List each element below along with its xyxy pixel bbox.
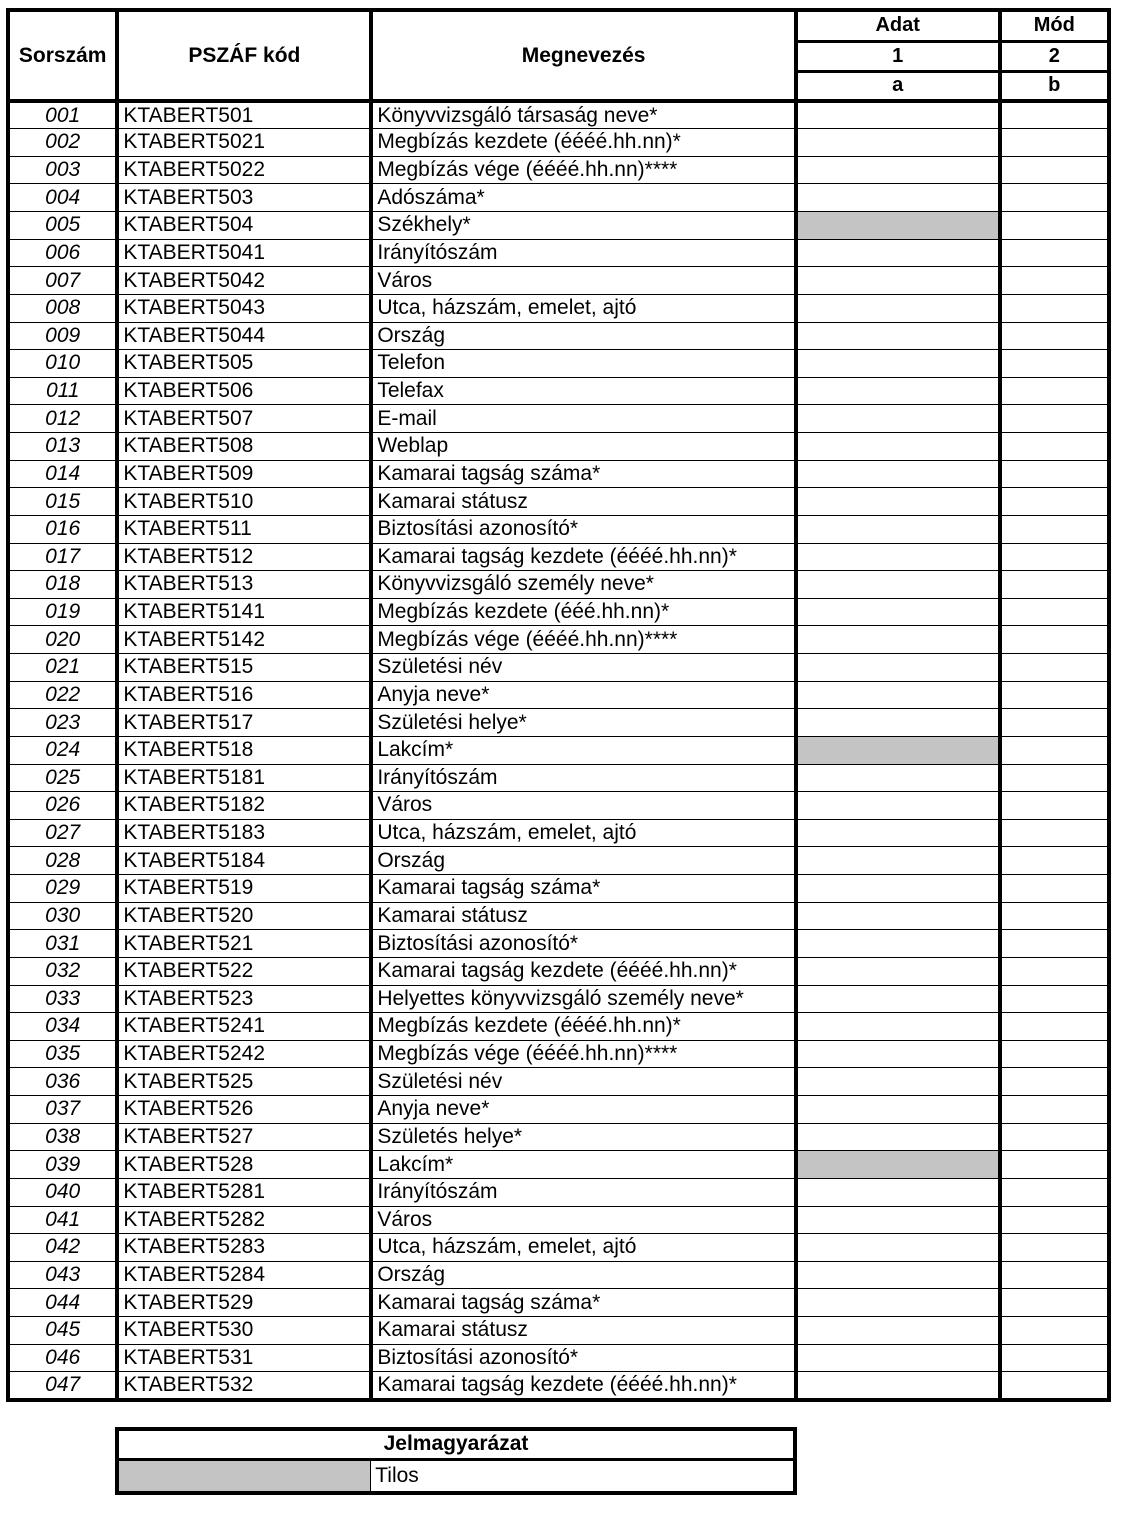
data-table xyxy=(6,8,1111,1402)
row-number: 024 xyxy=(8,736,117,764)
row-name: Irányítószám xyxy=(371,764,796,792)
table-row xyxy=(8,350,1109,378)
row-name: Biztosítási azonosító* xyxy=(371,930,796,958)
row-number: 001 xyxy=(8,101,117,129)
table-row xyxy=(8,322,1109,350)
mod-value-cell[interactable] xyxy=(1000,1344,1109,1372)
adat-value-cell[interactable] xyxy=(796,764,1000,792)
row-name: Kamarai tagság száma* xyxy=(371,1289,796,1317)
row-number: 035 xyxy=(8,1040,117,1068)
mod-value-cell[interactable] xyxy=(1000,101,1109,129)
row-number: 011 xyxy=(8,377,117,405)
adat-value-cell[interactable] xyxy=(796,1261,1000,1289)
row-name: Telefon xyxy=(371,350,796,378)
row-number: 022 xyxy=(8,681,117,709)
table-row xyxy=(8,1372,1109,1400)
adat-value-cell[interactable] xyxy=(796,184,1000,212)
adat-value-cell[interactable] xyxy=(796,847,1000,875)
table-row xyxy=(8,875,1109,903)
row-code: KTABERT520 xyxy=(117,902,371,930)
table-row xyxy=(8,1068,1109,1096)
row-number: 017 xyxy=(8,543,117,571)
mod-value-cell[interactable] xyxy=(1000,515,1109,543)
row-name: Lakcím* xyxy=(371,1151,796,1179)
header-adat-letter: a xyxy=(796,71,1000,101)
adat-value-cell[interactable] xyxy=(796,985,1000,1013)
adat-value-cell[interactable] xyxy=(796,875,1000,903)
row-code: KTABERT5021 xyxy=(117,129,371,157)
table-row xyxy=(8,267,1109,295)
table-row xyxy=(8,985,1109,1013)
mod-value-cell[interactable] xyxy=(1000,736,1109,764)
row-number: 012 xyxy=(8,405,117,433)
table-row xyxy=(8,571,1109,599)
row-code: KTABERT515 xyxy=(117,654,371,682)
row-code: KTABERT501 xyxy=(117,101,371,129)
row-name: Biztosítási azonosító* xyxy=(371,1344,796,1372)
table-row xyxy=(8,847,1109,875)
row-code: KTABERT5022 xyxy=(117,156,371,184)
row-name: Anyja neve* xyxy=(371,681,796,709)
mod-value-cell[interactable] xyxy=(1000,184,1109,212)
table-row xyxy=(8,736,1109,764)
row-code: KTABERT5042 xyxy=(117,267,371,295)
row-name: Kamarai tagság száma* xyxy=(371,460,796,488)
row-name: Ország xyxy=(371,847,796,875)
table-row xyxy=(8,488,1109,516)
row-code: KTABERT5283 xyxy=(117,1234,371,1262)
row-name: Ország xyxy=(371,322,796,350)
adat-value-cell[interactable] xyxy=(796,1234,1000,1262)
row-number: 009 xyxy=(8,322,117,350)
mod-value-cell[interactable] xyxy=(1000,764,1109,792)
row-name: Város xyxy=(371,792,796,820)
header-mod-number: 2 xyxy=(1000,41,1109,71)
row-code: KTABERT5044 xyxy=(117,322,371,350)
header-mod: Mód xyxy=(1000,10,1109,41)
mod-value-cell[interactable] xyxy=(1000,1317,1109,1345)
adat-value-cell[interactable] xyxy=(796,626,1000,654)
row-code: KTABERT522 xyxy=(117,957,371,985)
adat-value-cell[interactable] xyxy=(796,957,1000,985)
row-code: KTABERT527 xyxy=(117,1123,371,1151)
adat-value-cell[interactable] xyxy=(796,1123,1000,1151)
row-number: 047 xyxy=(8,1372,117,1400)
row-number: 040 xyxy=(8,1178,117,1206)
row-name: Utca, házszám, emelet, ajtó xyxy=(371,294,796,322)
adat-value-cell[interactable] xyxy=(796,902,1000,930)
mod-value-cell[interactable] xyxy=(1000,1206,1109,1234)
adat-value-cell[interactable] xyxy=(796,1317,1000,1345)
row-code: KTABERT5041 xyxy=(117,239,371,267)
adat-value-cell[interactable] xyxy=(796,543,1000,571)
row-code: KTABERT521 xyxy=(117,930,371,958)
table-row xyxy=(8,1151,1109,1179)
adat-value-cell[interactable] xyxy=(796,405,1000,433)
adat-value-cell[interactable] xyxy=(796,709,1000,737)
row-code: KTABERT5181 xyxy=(117,764,371,792)
table-row xyxy=(8,515,1109,543)
legend-title: Jelmagyarázat xyxy=(117,1429,795,1459)
adat-value-cell[interactable] xyxy=(796,1013,1000,1041)
row-name: Anyja neve* xyxy=(371,1096,796,1124)
row-code: KTABERT529 xyxy=(117,1289,371,1317)
table-row xyxy=(8,1178,1109,1206)
row-number: 030 xyxy=(8,902,117,930)
adat-value-cell xyxy=(796,736,1000,764)
row-code: KTABERT523 xyxy=(117,985,371,1013)
table-row xyxy=(8,101,1109,129)
row-code: KTABERT503 xyxy=(117,184,371,212)
row-name: Megbízás vége (éééé.hh.nn)**** xyxy=(371,626,796,654)
mod-value-cell[interactable] xyxy=(1000,571,1109,599)
row-code: KTABERT518 xyxy=(117,736,371,764)
adat-value-cell xyxy=(796,212,1000,240)
adat-value-cell xyxy=(796,1151,1000,1179)
mod-value-cell[interactable] xyxy=(1000,1289,1109,1317)
table-row xyxy=(8,681,1109,709)
row-code: KTABERT519 xyxy=(117,875,371,903)
row-number: 044 xyxy=(8,1289,117,1317)
row-number: 033 xyxy=(8,985,117,1013)
mod-value-cell[interactable] xyxy=(1000,156,1109,184)
mod-value-cell[interactable] xyxy=(1000,267,1109,295)
row-name: Könyvvizsgáló személy neve* xyxy=(371,571,796,599)
table-row xyxy=(8,1261,1109,1289)
table-row xyxy=(8,129,1109,157)
adat-value-cell[interactable] xyxy=(796,681,1000,709)
adat-value-cell[interactable] xyxy=(796,433,1000,461)
row-number: 010 xyxy=(8,350,117,378)
row-number: 003 xyxy=(8,156,117,184)
row-name: Születési név xyxy=(371,654,796,682)
table-row xyxy=(8,433,1109,461)
row-name: Utca, házszám, emelet, ajtó xyxy=(371,1234,796,1262)
table-row xyxy=(8,239,1109,267)
row-number: 014 xyxy=(8,460,117,488)
row-code: KTABERT5184 xyxy=(117,847,371,875)
row-name: Megbízás vége (éééé.hh.nn)**** xyxy=(371,1040,796,1068)
table-row xyxy=(8,902,1109,930)
row-code: KTABERT516 xyxy=(117,681,371,709)
row-code: KTABERT526 xyxy=(117,1096,371,1124)
row-code: KTABERT511 xyxy=(117,515,371,543)
header-megnevezes: Megnevezés xyxy=(371,10,796,101)
mod-value-cell[interactable] xyxy=(1000,1096,1109,1124)
table-row xyxy=(8,1317,1109,1345)
adat-value-cell[interactable] xyxy=(796,377,1000,405)
row-number: 038 xyxy=(8,1123,117,1151)
mod-value-cell[interactable] xyxy=(1000,129,1109,157)
table-row xyxy=(8,654,1109,682)
row-number: 039 xyxy=(8,1151,117,1179)
table-row xyxy=(8,377,1109,405)
row-name: Irányítószám xyxy=(371,1178,796,1206)
row-code: KTABERT530 xyxy=(117,1317,371,1345)
row-number: 032 xyxy=(8,957,117,985)
table-row xyxy=(8,212,1109,240)
row-code: KTABERT5284 xyxy=(117,1261,371,1289)
mod-value-cell[interactable] xyxy=(1000,985,1109,1013)
row-code: KTABERT5241 xyxy=(117,1013,371,1041)
mod-value-cell[interactable] xyxy=(1000,433,1109,461)
mod-value-cell[interactable] xyxy=(1000,239,1109,267)
adat-value-cell[interactable] xyxy=(796,322,1000,350)
row-name: Kamarai tagság kezdete (éééé.hh.nn)* xyxy=(371,957,796,985)
mod-value-cell[interactable] xyxy=(1000,543,1109,571)
row-number: 021 xyxy=(8,654,117,682)
legend-table xyxy=(115,1427,797,1495)
row-code: KTABERT532 xyxy=(117,1372,371,1400)
table-row xyxy=(8,156,1109,184)
row-name: Kamarai státusz xyxy=(371,488,796,516)
table-row xyxy=(8,957,1109,985)
legend-swatch xyxy=(117,1459,371,1493)
row-code: KTABERT509 xyxy=(117,460,371,488)
row-code: KTABERT525 xyxy=(117,1068,371,1096)
row-number: 008 xyxy=(8,294,117,322)
row-number: 005 xyxy=(8,212,117,240)
row-code: KTABERT5043 xyxy=(117,294,371,322)
row-number: 041 xyxy=(8,1206,117,1234)
table-row xyxy=(8,460,1109,488)
adat-value-cell[interactable] xyxy=(796,1040,1000,1068)
mod-value-cell[interactable] xyxy=(1000,626,1109,654)
row-name: Megbízás kezdete (éééé.hh.nn)* xyxy=(371,129,796,157)
table-row xyxy=(8,405,1109,433)
header-adat-number: 1 xyxy=(796,41,1000,71)
row-number: 013 xyxy=(8,433,117,461)
adat-value-cell[interactable] xyxy=(796,350,1000,378)
row-name: Weblap xyxy=(371,433,796,461)
header-sorszam: Sorszám xyxy=(8,10,117,101)
adat-value-cell[interactable] xyxy=(796,101,1000,129)
row-code: KTABERT513 xyxy=(117,571,371,599)
adat-value-cell[interactable] xyxy=(796,156,1000,184)
mod-value-cell[interactable] xyxy=(1000,957,1109,985)
row-number: 043 xyxy=(8,1261,117,1289)
mod-value-cell[interactable] xyxy=(1000,1234,1109,1262)
adat-value-cell[interactable] xyxy=(796,239,1000,267)
adat-value-cell[interactable] xyxy=(796,1372,1000,1400)
mod-value-cell[interactable] xyxy=(1000,930,1109,958)
adat-value-cell[interactable] xyxy=(796,1344,1000,1372)
mod-value-cell[interactable] xyxy=(1000,1123,1109,1151)
row-name: Helyettes könyvvizsgáló személy neve* xyxy=(371,985,796,1013)
row-code: KTABERT531 xyxy=(117,1344,371,1372)
adat-value-cell[interactable] xyxy=(796,571,1000,599)
mod-value-cell[interactable] xyxy=(1000,792,1109,820)
adat-value-cell[interactable] xyxy=(796,819,1000,847)
table-row xyxy=(8,1289,1109,1317)
table-row xyxy=(8,1344,1109,1372)
adat-value-cell[interactable] xyxy=(796,488,1000,516)
mod-value-cell[interactable] xyxy=(1000,1372,1109,1400)
row-number: 036 xyxy=(8,1068,117,1096)
mod-value-cell[interactable] xyxy=(1000,322,1109,350)
header-pszaf-kod: PSZÁF kód xyxy=(117,10,371,101)
row-code: KTABERT5183 xyxy=(117,819,371,847)
adat-value-cell[interactable] xyxy=(796,598,1000,626)
adat-value-cell[interactable] xyxy=(796,1096,1000,1124)
mod-value-cell[interactable] xyxy=(1000,294,1109,322)
table-row xyxy=(8,1123,1109,1151)
row-name: Utca, házszám, emelet, ajtó xyxy=(371,819,796,847)
row-name: Kamarai tagság kezdete (éééé.hh.nn)* xyxy=(371,543,796,571)
mod-value-cell[interactable] xyxy=(1000,654,1109,682)
row-number: 015 xyxy=(8,488,117,516)
row-name: Születés helye* xyxy=(371,1123,796,1151)
row-code: KTABERT508 xyxy=(117,433,371,461)
table-row xyxy=(8,184,1109,212)
row-code: KTABERT5141 xyxy=(117,598,371,626)
row-number: 037 xyxy=(8,1096,117,1124)
mod-value-cell[interactable] xyxy=(1000,212,1109,240)
adat-value-cell[interactable] xyxy=(796,792,1000,820)
row-name: Kamarai tagság kezdete (éééé.hh.nn)* xyxy=(371,1372,796,1400)
row-number: 025 xyxy=(8,764,117,792)
table-row xyxy=(8,1206,1109,1234)
table-row xyxy=(8,764,1109,792)
row-number: 042 xyxy=(8,1234,117,1262)
adat-value-cell[interactable] xyxy=(796,1206,1000,1234)
row-number: 019 xyxy=(8,598,117,626)
row-number: 045 xyxy=(8,1317,117,1345)
row-name: Város xyxy=(371,267,796,295)
row-number: 016 xyxy=(8,515,117,543)
row-number: 023 xyxy=(8,709,117,737)
header-mod-letter: b xyxy=(1000,71,1109,101)
adat-value-cell[interactable] xyxy=(796,460,1000,488)
adat-value-cell[interactable] xyxy=(796,267,1000,295)
adat-value-cell[interactable] xyxy=(796,930,1000,958)
row-name: Biztosítási azonosító* xyxy=(371,515,796,543)
mod-value-cell[interactable] xyxy=(1000,1151,1109,1179)
row-number: 002 xyxy=(8,129,117,157)
adat-value-cell[interactable] xyxy=(796,515,1000,543)
row-number: 028 xyxy=(8,847,117,875)
row-name: Megbízás vége (éééé.hh.nn)**** xyxy=(371,156,796,184)
table-row xyxy=(8,1096,1109,1124)
row-name: E-mail xyxy=(371,405,796,433)
table-row xyxy=(8,1234,1109,1262)
row-number: 026 xyxy=(8,792,117,820)
row-name: Ország xyxy=(371,1261,796,1289)
mod-value-cell[interactable] xyxy=(1000,350,1109,378)
row-code: KTABERT512 xyxy=(117,543,371,571)
adat-value-cell[interactable] xyxy=(796,1178,1000,1206)
row-name: Születési helye* xyxy=(371,709,796,737)
row-number: 027 xyxy=(8,819,117,847)
adat-value-cell[interactable] xyxy=(796,1289,1000,1317)
row-code: KTABERT5242 xyxy=(117,1040,371,1068)
mod-value-cell[interactable] xyxy=(1000,902,1109,930)
table-row xyxy=(8,294,1109,322)
table-row xyxy=(8,792,1109,820)
row-number: 020 xyxy=(8,626,117,654)
row-name: Megbízás kezdete (éééé.hh.nn)* xyxy=(371,1013,796,1041)
row-name: Székhely* xyxy=(371,212,796,240)
mod-value-cell[interactable] xyxy=(1000,1068,1109,1096)
row-name: Kamarai tagság száma* xyxy=(371,875,796,903)
row-code: KTABERT507 xyxy=(117,405,371,433)
table-row xyxy=(8,543,1109,571)
row-number: 046 xyxy=(8,1344,117,1372)
row-number: 004 xyxy=(8,184,117,212)
row-code: KTABERT506 xyxy=(117,377,371,405)
table-row xyxy=(8,1013,1109,1041)
mod-value-cell[interactable] xyxy=(1000,1178,1109,1206)
row-name: Kamarai státusz xyxy=(371,902,796,930)
row-number: 007 xyxy=(8,267,117,295)
row-code: KTABERT517 xyxy=(117,709,371,737)
mod-value-cell[interactable] xyxy=(1000,377,1109,405)
row-name: Adószáma* xyxy=(371,184,796,212)
adat-value-cell[interactable] xyxy=(796,654,1000,682)
table-row xyxy=(8,819,1109,847)
legend-item-label: Tilos xyxy=(371,1459,795,1493)
adat-value-cell[interactable] xyxy=(796,1068,1000,1096)
row-number: 031 xyxy=(8,930,117,958)
mod-value-cell[interactable] xyxy=(1000,405,1109,433)
mod-value-cell[interactable] xyxy=(1000,488,1109,516)
row-name: Telefax xyxy=(371,377,796,405)
table-row xyxy=(8,626,1109,654)
row-code: KTABERT510 xyxy=(117,488,371,516)
table-row xyxy=(8,598,1109,626)
table-row xyxy=(8,709,1109,737)
header-adat: Adat xyxy=(796,10,1000,41)
mod-value-cell[interactable] xyxy=(1000,1040,1109,1068)
row-code: KTABERT5282 xyxy=(117,1206,371,1234)
row-name: Irányítószám xyxy=(371,239,796,267)
row-code: KTABERT5182 xyxy=(117,792,371,820)
mod-value-cell[interactable] xyxy=(1000,847,1109,875)
mod-value-cell[interactable] xyxy=(1000,875,1109,903)
row-name: Lakcím* xyxy=(371,736,796,764)
row-code: KTABERT5281 xyxy=(117,1178,371,1206)
row-name: Megbízás kezdete (ééé.hh.nn)* xyxy=(371,598,796,626)
row-name: Város xyxy=(371,1206,796,1234)
table-row xyxy=(8,1040,1109,1068)
row-code: KTABERT505 xyxy=(117,350,371,378)
row-number: 006 xyxy=(8,239,117,267)
row-number: 034 xyxy=(8,1013,117,1041)
row-number: 018 xyxy=(8,571,117,599)
mod-value-cell[interactable] xyxy=(1000,1013,1109,1041)
row-name: Könyvvizsgáló társaság neve* xyxy=(371,101,796,129)
row-name: Születési név xyxy=(371,1068,796,1096)
mod-value-cell[interactable] xyxy=(1000,681,1109,709)
mod-value-cell[interactable] xyxy=(1000,460,1109,488)
adat-value-cell[interactable] xyxy=(796,294,1000,322)
mod-value-cell[interactable] xyxy=(1000,819,1109,847)
adat-value-cell[interactable] xyxy=(796,129,1000,157)
row-name: Kamarai státusz xyxy=(371,1317,796,1345)
row-code: KTABERT5142 xyxy=(117,626,371,654)
row-number: 029 xyxy=(8,875,117,903)
mod-value-cell[interactable] xyxy=(1000,709,1109,737)
row-code: KTABERT504 xyxy=(117,212,371,240)
mod-value-cell[interactable] xyxy=(1000,598,1109,626)
mod-value-cell[interactable] xyxy=(1000,1261,1109,1289)
table-row xyxy=(8,930,1109,958)
row-code: KTABERT528 xyxy=(117,1151,371,1179)
